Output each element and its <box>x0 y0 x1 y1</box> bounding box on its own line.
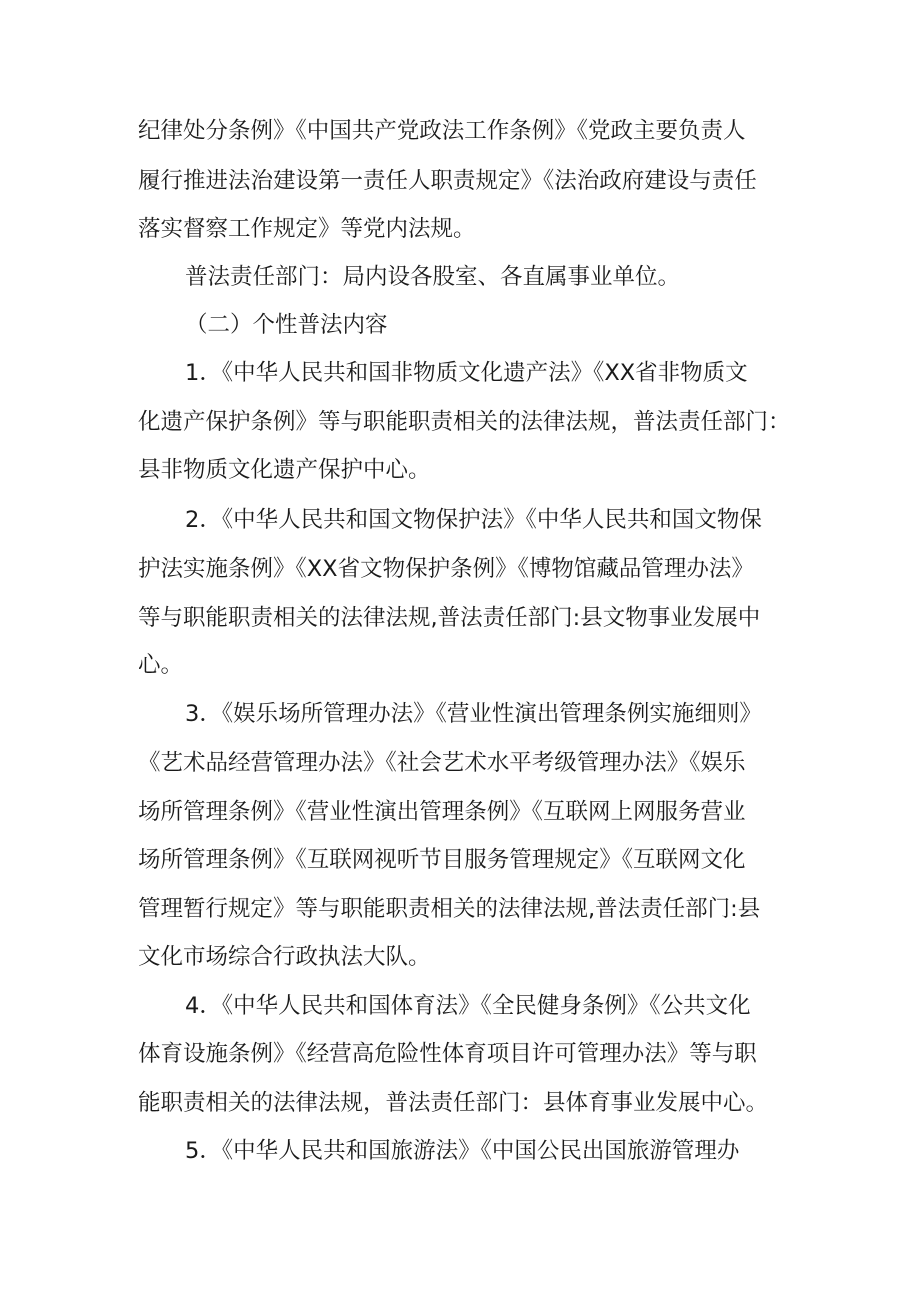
text-line-3: 落实督察工作规定》等党内法规。 <box>138 216 476 242</box>
text-line-2: 履行推进法治建设第一责任人职责规定》《法治政府建设与责任 <box>138 168 757 194</box>
text-line-9: 2．《中华人民共和国文物保护法》《中华人民共和国文物保 <box>185 507 762 533</box>
text-line-12: 心。 <box>138 652 184 678</box>
text-line-20: 体育设施条例》《经营高危险性体育项目许可管理办法》等与职 <box>138 1041 757 1067</box>
section-heading: （二）个性普法内容 <box>185 312 388 338</box>
text-line-4: 普法责任部门：局内设各股室、各直属事业单位。 <box>185 264 681 290</box>
text-line-22: 5．《中华人民共和国旅游法》《中国公民出国旅游管理办 <box>185 1138 740 1164</box>
text-line-10: 护法实施条例》《XX省文物保护条例》《博物馆藏品管理办法》 <box>138 556 754 582</box>
text-line-21: 能职责相关的法律法规，普法责任部门：县体育事业发展中心。 <box>138 1090 769 1116</box>
text-line-18: 文化市场综合行政执法大队。 <box>138 944 431 970</box>
text-line-14: 《艺术品经营管理办法》《社会艺术水平考级管理办法》《娱乐 <box>138 750 746 776</box>
text-line-13: 3．《娱乐场所管理办法》《营业性演出管理条例实施细则》 <box>185 701 762 727</box>
text-line-1: 纪律处分条例》《中国共产党政法工作条例》《党政主要负责人 <box>138 118 746 144</box>
text-line-16: 场所管理条例》《互联网视听节目服务管理规定》《互联网文化 <box>138 847 746 873</box>
text-line-8: 县非物质文化遗产保护中心。 <box>138 457 431 483</box>
text-line-11: 等与职能职责相关的法律法规,普法责任部门:县文物事业发展中 <box>138 605 761 631</box>
text-line-7: 化遗产保护条例》等与职能职责相关的法律法规，普法责任部门： <box>138 409 791 435</box>
text-line-19: 4．《中华人民共和国体育法》《全民健身条例》《公共文化 <box>185 993 751 1019</box>
text-line-15: 场所管理条例》《营业性演出管理条例》《互联网上网服务营业 <box>138 799 746 825</box>
text-line-17: 管理暂行规定》等与职能职责相关的法律法规,普法责任部门:县 <box>138 896 761 922</box>
text-line-6: 1．《中华人民共和国非物质文化遗产法》《XX省非物质文 <box>185 360 748 386</box>
